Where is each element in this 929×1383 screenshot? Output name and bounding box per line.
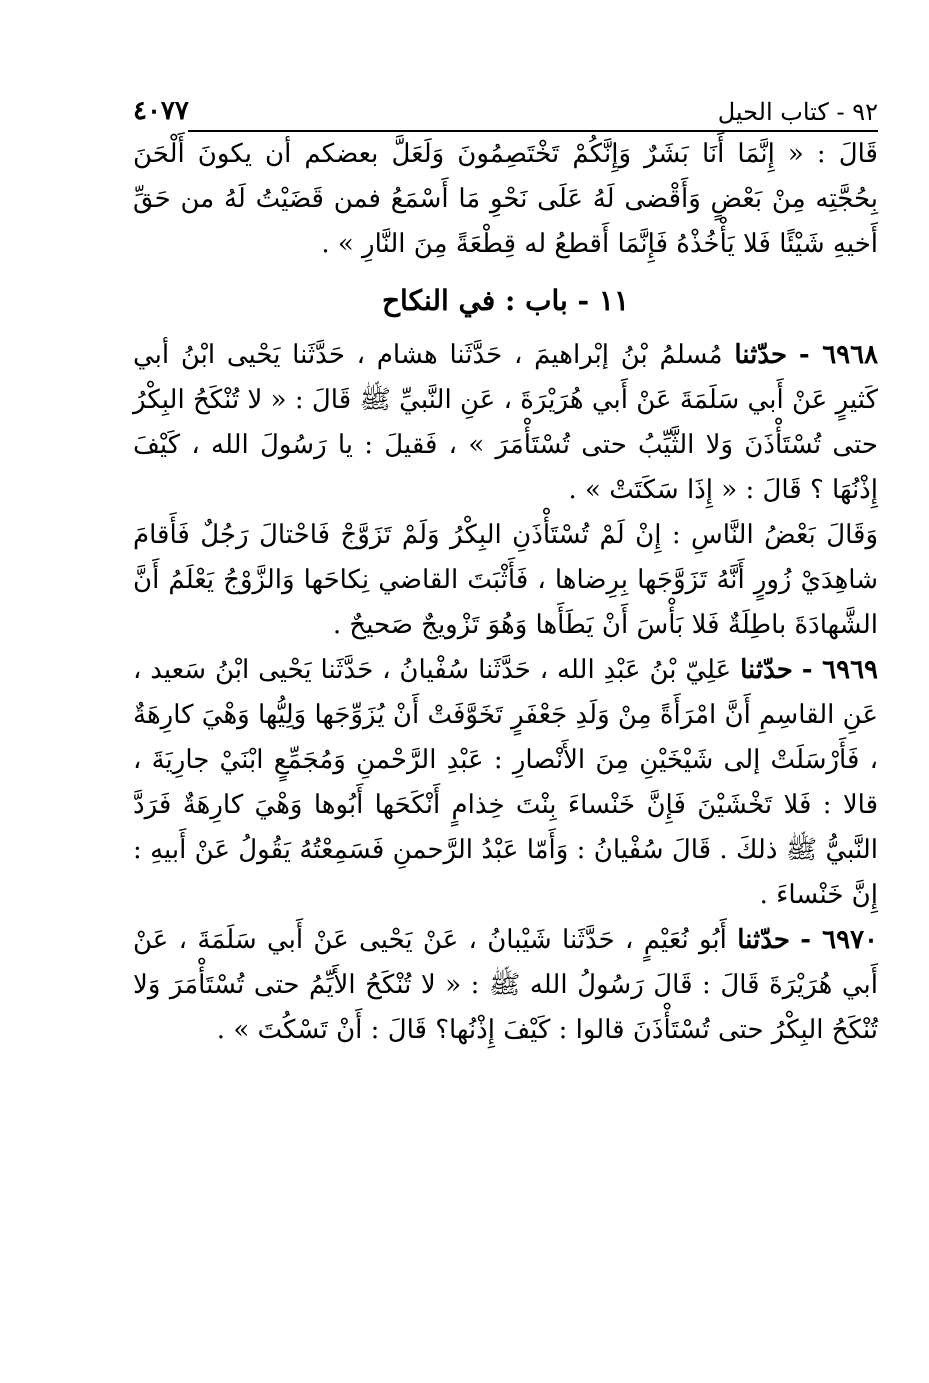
hadith-lead: حدّثنا: [737, 925, 790, 955]
hadith-lead: حدّثنا: [740, 655, 793, 685]
page-header: [133, 70, 878, 124]
hadith-number: ٦٩٦٩ -: [801, 655, 879, 685]
hadith-6969: [133, 648, 878, 918]
hadith-6970: [133, 918, 878, 1053]
page-number: ٤٠٧٧: [133, 96, 189, 126]
book-page: [133, 70, 878, 1053]
commentary-paragraph: وَقَالَ بَعْضُ النَّاسِ : إِنْ لَمْ تُسْتَأْذَنِ البِكْرُ وَلَمْ تَزَوَّجْ فَاحْتالَ رَجُلٌ فَأَقامَ شاهِدَيْ زُورٍ أَنَّهُ تَزَوَّجَها بِرِضاها ، فَأَثْبَتَ القاضي نِكاحَها وَالزَّوْجُ يَعْلَمُ أَنَّ الشَّهادَةَ باطِلَةٌ فَلا بَأْسَ أَنْ يَطَأَها وَهُوَ تَزْويجٌ صَحيحٌ .: [133, 520, 878, 640]
running-title: ٩٢ - كتاب الحيل: [717, 98, 878, 126]
hadith-6968: [133, 333, 878, 513]
hadith-number: ٦٩٧٠ -: [800, 925, 878, 955]
intro-paragraph: قَالَ : « إِنَّمَا أَنَا بَشَرٌ وَإِنَّكُمْ تَخْتَصِمُونَ وَلَعَلَّ بعضكم أن يكونَ أَلْحَنَ بِحُجَّتِه مِنْ بَعْضٍ وَأَقْضى لَهُ عَلَى نَحْوِ مَا أَسْمَعُ فمن قَضَيْتُ لَهُ من حَقِّ أَخيهِ شَيْئًا فَلا يَأْخُذْهُ فَإِنَّمَا أَقطعُ له قِطْعَةً مِنَ النَّارِ » .: [133, 139, 878, 259]
hadith-number: ٦٩٦٨ -: [798, 340, 879, 370]
chapter-heading: ١١ - باب : في النكاح: [381, 284, 629, 317]
hadith-lead: حدّثنا: [734, 340, 788, 370]
hadith-text: عَلِيّ بْنُ عَبْدِ الله ، حَدَّثَنا سُفْيانُ ، حَدَّثَنا يَحْيى ابْنُ سَعيد ، عَنِ القاسِمِ أَنَّ امْرَأَةً مِنْ وَلَدِ جَعْفَرٍ تَخَوَّفَتْ أَنْ يُزَوِّجَها وَلِيُّها وَهْيَ كارِهَةٌ ، فَأَرْسَلَتْ إلى شَيْخَيْنِ مِنَ الأَنْصارِ : عَبْدِ الرَّحْمنِ وَمُجَمِّعٍ ابْنَيْ جارِيَةَ ، قالا : فَلا تَخْشَيْنَ فَإِنَّ خَنْساءَ بِنْتَ خِذامٍ أَنْكَحَها أَبُوها وَهْيَ كارِهَةٌ فَرَدَّ النَّبيُّ ﷺ ذلكَ . قَالَ سُفْيانُ : وَأَمّا عَبْدُ الرَّحمنِ فَسَمِعْتُهُ يَقُولُ عَنْ أَبيهِ : إِنَّ خَنْساءَ .: [133, 655, 878, 910]
hadith-text: أَبُو نُعَيْمٍ ، حَدَّثَنا شَيْبانُ ، عَنْ يَحْيى عَنْ أَبي سَلَمَةَ ، عَنْ أَبي هُرَيْرَةَ قَالَ : قَالَ رَسُولُ الله ﷺ : « لا تُنْكَحُ الأَيِّمُ حتى تُسْتَأْمَرَ وَلا تُنْكَحُ البِكْرُ حتى تُسْتَأْذَنَ قالوا : كَيْفَ إِذْنُها؟ قَالَ : أَنْ تَسْكُتَ » .: [133, 925, 878, 1045]
hadith-text: مُسلمُ بْنُ إبْراهيمَ ، حَدَّثَنا هشام ، حَدَّثَنا يَحْيى ابْنُ أبي كَثيرٍ عَنْ أَبي سَلَمَةَ عَنْ أَبي هُرَيْرَةَ ، عَنِ النَّبيِّ ﷺ قَالَ : « لا تُنْكَحُ البِكْرُ حتى تُسْتَأْذَنَ وَلا الثَّيِّبُ حتى تُسْتَأْمَرَ » ، فَقيلَ : يا رَسُولَ الله ، كَيْفَ إِذْنُهَا ؟ قَالَ : « إِذَا سَكَتَتْ » .: [133, 340, 878, 505]
